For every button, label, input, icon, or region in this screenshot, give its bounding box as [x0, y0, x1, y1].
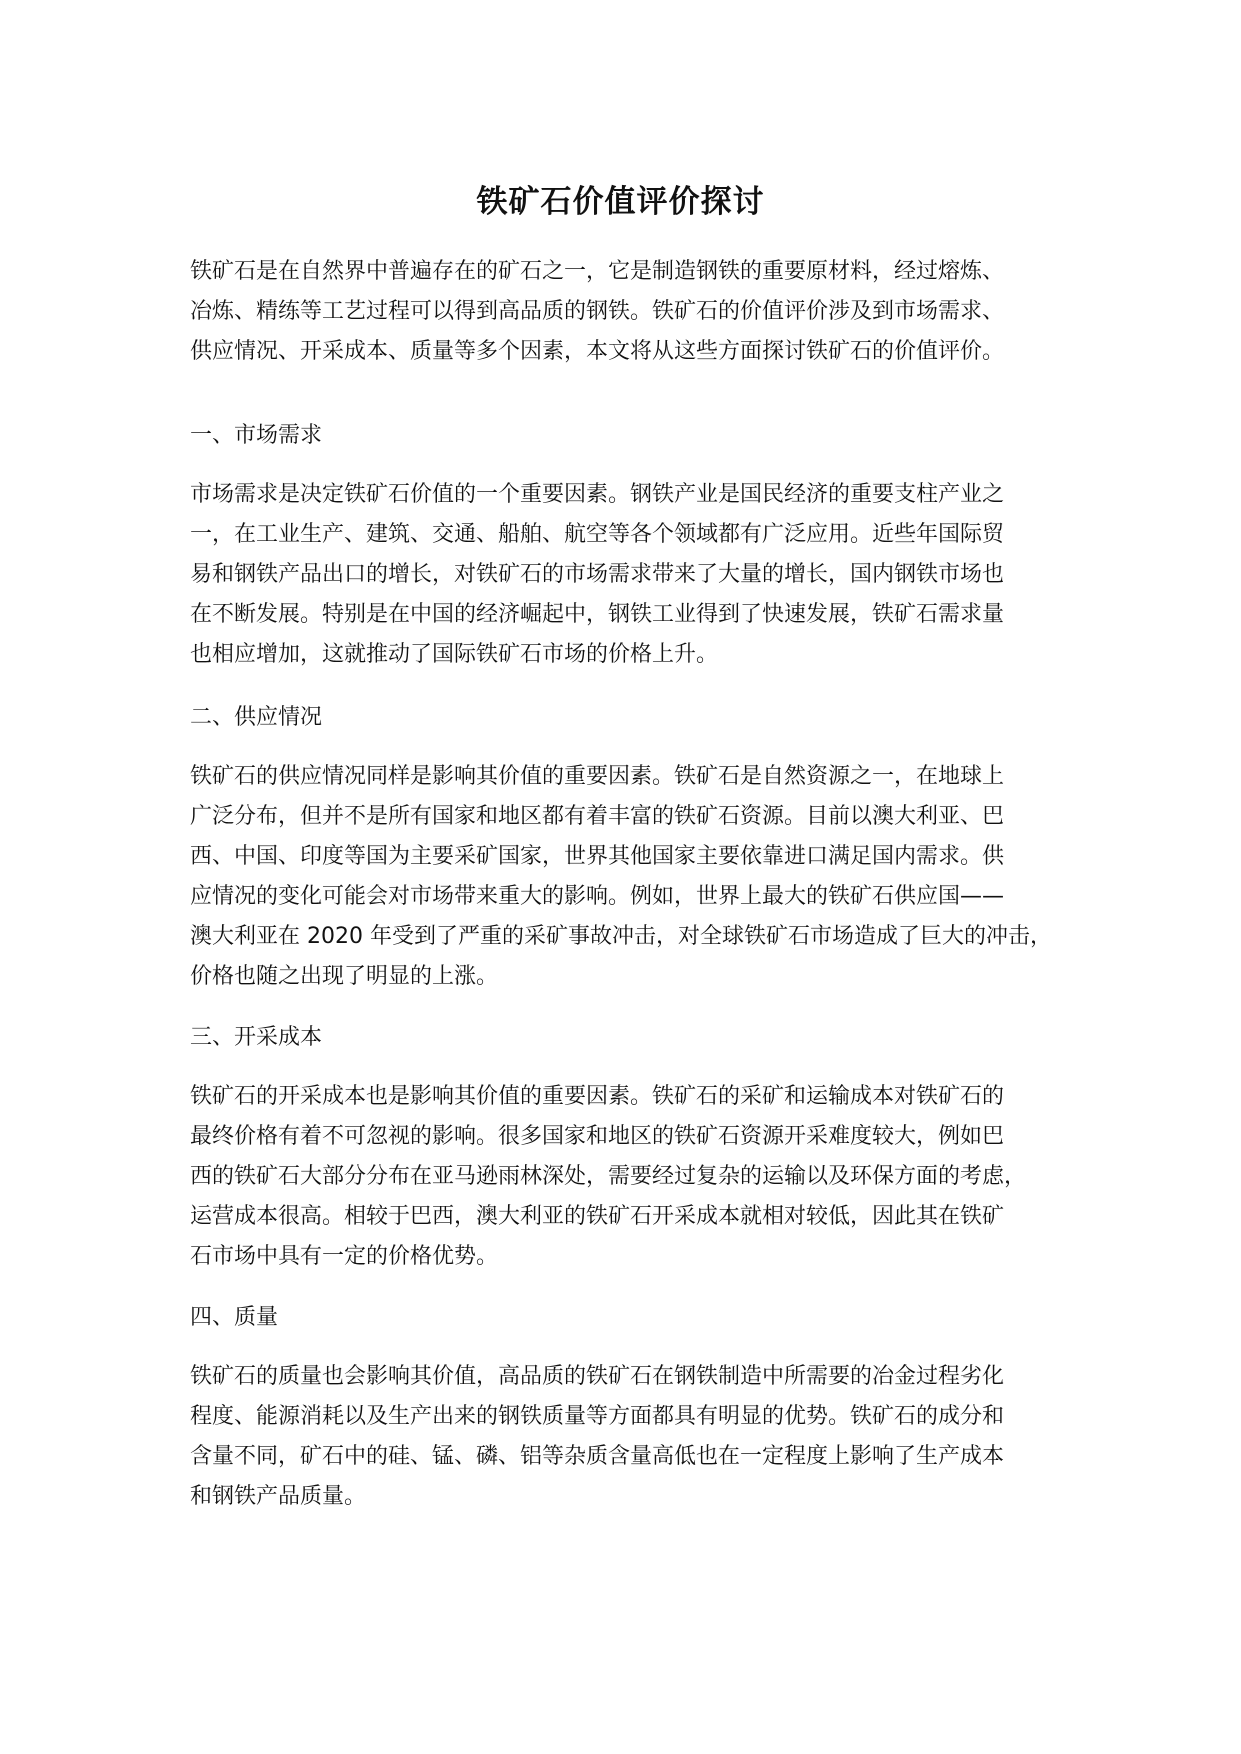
paragraph-line: 市场需求是决定铁矿石价值的一个重要因素。钢铁产业是国民经济的重要支柱产业之: [190, 482, 1005, 507]
paragraph-line: 广泛分布，但并不是所有国家和地区都有着丰富的铁矿石资源。目前以澳大利亚、巴: [190, 804, 1005, 829]
paragraph-line: 也相应增加，这就推动了国际铁矿石市场的价格上升。: [190, 642, 719, 667]
section-paragraph-supply: [190, 757, 1052, 997]
paragraph-line: 和钢铁产品质量。: [190, 1484, 367, 1509]
paragraph-line: 最终价格有着不可忽视的影响。很多国家和地区的铁矿石资源开采难度较大，例如巴: [190, 1124, 1005, 1149]
paragraph-line: 西、中国、印度等国为主要采矿国家，世界其他国家主要依靠进口满足国内需求。供: [190, 844, 1005, 869]
paragraph-line: 铁矿石的供应情况同样是影响其价值的重要因素。铁矿石是自然资源之一，在地球上: [190, 764, 1005, 789]
paragraph-line: 西的铁矿石大部分分布在亚马逊雨林深处，需要经过复杂的运输以及环保方面的考虑，: [190, 1164, 1027, 1189]
paragraph-line: 在不断发展。特别是在中国的经济崛起中，钢铁工业得到了快速发展，铁矿石需求量: [190, 602, 1005, 627]
section-heading-mining-cost: 三、开采成本: [190, 1025, 323, 1050]
paragraph-line: 含量不同，矿石中的硅、锰、磷、铝等杂质含量高低也在一定程度上影响了生产成本: [190, 1444, 1005, 1469]
section-heading-market-demand: 一、市场需求: [190, 423, 323, 448]
paragraph-line: 应情况的变化可能会对市场带来重大的影响。例如，世界上最大的铁矿石供应国——: [190, 884, 1005, 909]
paragraph-line: 一，在工业生产、建筑、交通、船舶、航空等各个领域都有广泛应用。近些年国际贸: [190, 522, 1005, 547]
section-paragraph-mining-cost: [190, 1077, 1026, 1277]
paragraph-line: 价格也随之出现了明显的上涨。: [190, 964, 499, 989]
paragraph-line: 铁矿石的开采成本也是影响其价值的重要因素。铁矿石的采矿和运输成本对铁矿石的: [190, 1084, 1005, 1109]
paragraph-line: 铁矿石的质量也会影响其价值，高品质的铁矿石在钢铁制造中所需要的冶金过程劣化: [190, 1364, 1005, 1389]
section-paragraph-quality: [190, 1357, 1004, 1517]
paragraph-line: 冶炼、精练等工艺过程可以得到高品质的钢铁。铁矿石的价值评价涉及到市场需求、: [190, 299, 1005, 324]
section-paragraph-market-demand: [190, 475, 1004, 675]
paragraph-line: 易和钢铁产品出口的增长，对铁矿石的市场需求带来了大量的增长，国内钢铁市场也: [190, 562, 1005, 587]
paragraph-line: 运营成本很高。相较于巴西，澳大利亚的铁矿石开采成本就相对较低，因此其在铁矿: [190, 1204, 1005, 1229]
paragraph-line: 澳大利亚在 2020 年受到了严重的采矿事故冲击，对全球铁矿石市场造成了巨大的冲击，: [190, 924, 1052, 949]
section-heading-supply: 二、供应情况: [190, 705, 323, 730]
intro-paragraph: [190, 252, 1004, 372]
paragraph-line: 程度、能源消耗以及生产出来的钢铁质量等方面都具有明显的优势。铁矿石的成分和: [190, 1404, 1005, 1429]
section-heading-quality: 四、质量: [190, 1305, 279, 1330]
document-title: 铁矿石价值评价探讨: [476, 184, 765, 220]
paragraph-line: 铁矿石是在自然界中普遍存在的矿石之一，它是制造钢铁的重要原材料，经过熔炼、: [190, 259, 1005, 284]
paragraph-line: 石市场中具有一定的价格优势。: [190, 1244, 499, 1269]
paragraph-line: 供应情况、开采成本、质量等多个因素，本文将从这些方面探讨铁矿石的价值评价。: [190, 339, 1005, 364]
